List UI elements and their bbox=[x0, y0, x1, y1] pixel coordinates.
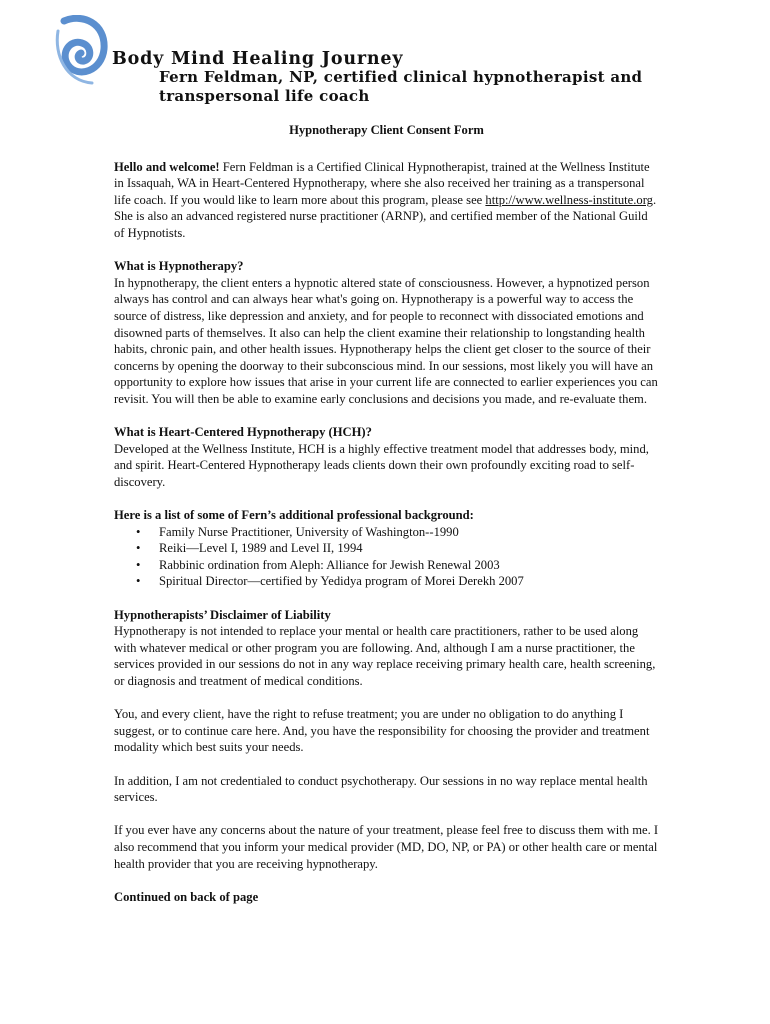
hch-body: Developed at the Wellness Institute, HCH is a highly effective treatment model that addresses body, mind, and spirit. Heart-Centered Hypnotherapy leads clients down their own profoundly exciting road to self-discovery. bbox=[114, 441, 649, 489]
form-title: Hypnotherapy Client Consent Form bbox=[289, 123, 484, 137]
intro-text-2: . She is also an advanced registered nurse practitioner (ARNP), and certified member of the National Guild of Hypnotists. bbox=[114, 192, 657, 240]
rights-paragraph: You, and every client, have the right to refuse treatment; you are under no obligation to do anything I suggest, or to continue care here. And, you have the responsibility for choosing the provider and treatment modality which best suits your needs. bbox=[114, 707, 650, 755]
hch-heading: What is Heart-Centered Hypnotherapy (HCH)? bbox=[114, 425, 372, 440]
continued-note: Continued on back of page bbox=[114, 889, 259, 904]
brand-subtitle: Fern Feldman, NP, certified clinical hypnotherapist and transpersonal life coach bbox=[159, 68, 643, 105]
document-body bbox=[114, 122, 659, 905]
list-item: • Family Nurse Practitioner, University of Washington--1990 bbox=[136, 524, 459, 539]
disclaimer-heading: Hypnotherapists’ Disclaimer of Liability bbox=[114, 607, 331, 622]
spiral-logo-icon bbox=[52, 15, 116, 87]
bullet-icon: • bbox=[136, 524, 141, 539]
bullet-icon: • bbox=[136, 541, 141, 556]
intro-paragraph bbox=[114, 159, 659, 242]
what-is-hypnotherapy-body: In hypnotherapy, the client enters a hypnotic altered state of consciousness. However, a hypnotized person always has control and can always hear what's going on. Hypnotherapy is a powerful way to access the source of distress, like depression and anxiety, and for people to reconnect with dissociated emotions and disowned parts of themselves. It also can help the client examine their relationship to longstanding health habits, chronic pain, and other health issues. Hypnotherapy helps the client get closer to the source of their concerns by opening the doorway to their subconscious mind. In our sessions, most likely you will have an opportunity to explore how issues that arise in your current life are connected to earlier experiences you can revisit. You will then be able to examine early conclusions and decisions you made, and re-evaluate them. bbox=[114, 275, 658, 406]
bullet-icon: • bbox=[136, 574, 141, 589]
what-is-hypnotherapy-heading: What is Hypnotherapy? bbox=[114, 259, 244, 274]
wellness-institute-link[interactable]: http://www.wellness-institute.org bbox=[485, 192, 653, 207]
intro-greeting: Hello and welcome! bbox=[114, 159, 220, 174]
disclaimer-body: Hypnotherapy is not intended to replace your mental or health care practitioners, rather to be used along with whatever medical or other program you are following. And, although I am a nurse practitioner, the services provided in our sessions do not in any way replace receiving primary health care, health screening, or diagnosis and treatment of medical conditions. bbox=[114, 624, 656, 688]
list-item: • Rabbinic ordination from Aleph: Alliance for Jewish Renewal 2003 bbox=[136, 557, 500, 572]
intro-text-1: Fern Feldman is a Certified Clinical Hypnotherapist, trained at the Wellness Institute in Issaquah, WA in Heart-Centered Hypnotherapy, where she also received her training as a transpersonal life coach. If you would like to learn more about this program, please see bbox=[114, 159, 650, 207]
brand-name: Body Mind Healing Journey bbox=[112, 49, 404, 69]
list-item: • Spiritual Director—certified by Yedidya program of Morei Derekh 2007 bbox=[136, 574, 524, 589]
concerns-paragraph: If you ever have any concerns about the nature of your treatment, please feel free to discuss them with me. I also recommend that you inform your medical provider (MD, DO, NP, or PA) or other health care or mental health provider that you are receiving hypnotherapy. bbox=[114, 823, 659, 871]
background-heading: Here is a list of some of Fern’s additional professional background: bbox=[114, 508, 474, 523]
credential-paragraph: In addition, I am not credentialed to conduct psychotherapy. Our sessions in no way replace mental health services. bbox=[114, 773, 648, 805]
bullet-icon: • bbox=[136, 557, 141, 572]
background-list bbox=[114, 524, 659, 590]
list-item: • Reiki—Level I, 1989 and Level II, 1994 bbox=[136, 541, 363, 556]
